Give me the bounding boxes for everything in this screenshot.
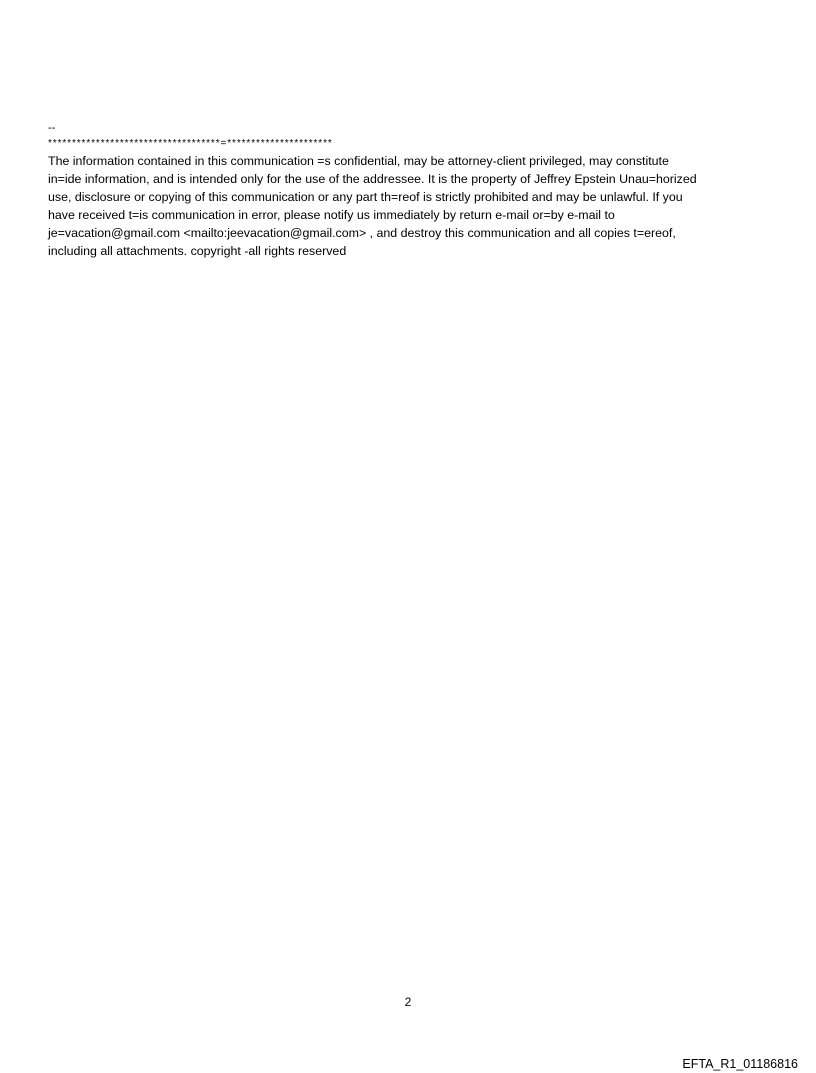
disclaimer-line: have received t=is communication in error, please notify us immediately by return e-mail or=by e-mail to [48,208,615,222]
email-disclaimer-block [48,120,778,260]
disclaimer-line: je=vacation@gmail.com <mailto:jeevacation@gmail.com> , and destroy this communication and all copies t=ereof, [48,226,676,240]
disclaimer-line: The information contained in this communication =s confidential, may be attorney-client privileged, may constitute [48,154,669,168]
disclaimer-line: including all attachments. copyright -all rights reserved [48,244,347,258]
disclaimer-line: in=ide information, and is intended only for the use of the addressee. It is the property of Jeffrey Epstein Unau=horized [48,172,697,186]
signature-dashes: -- [48,122,56,134]
document-id: EFTA_R1_01186816 [682,1057,798,1071]
page-number: 2 [404,995,412,1009]
separator-line: ************************************=********************** [48,138,333,149]
disclaimer-line: use, disclosure or copying of this communication or any part th=reof is strictly prohibited and may be unlawful. If you [48,190,683,204]
